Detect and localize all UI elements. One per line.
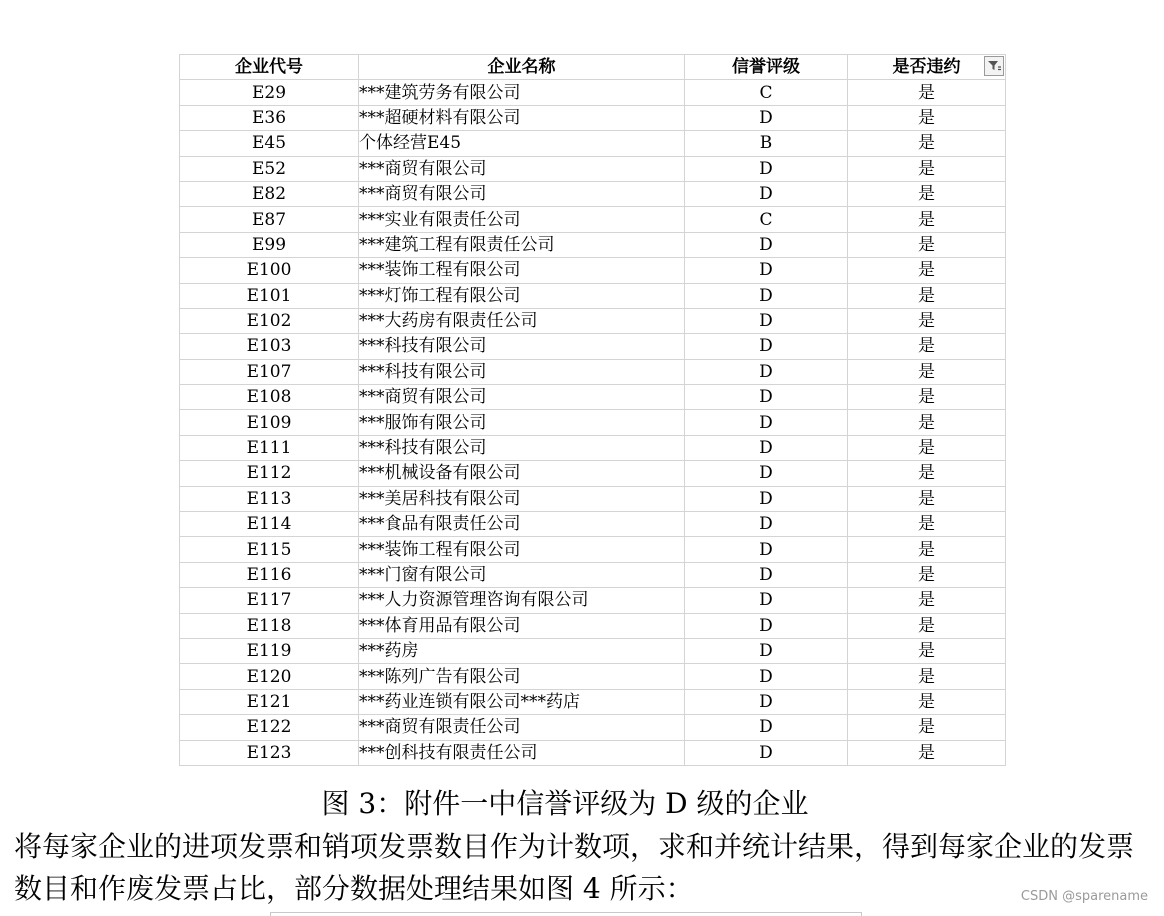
- cell-default[interactable]: 是: [848, 308, 1006, 333]
- table-row: [180, 80, 1006, 105]
- cell-code[interactable]: E123: [180, 740, 359, 765]
- cell-rating[interactable]: D: [685, 461, 848, 486]
- cell-code[interactable]: E116: [180, 562, 359, 587]
- cell-default[interactable]: 是: [848, 207, 1006, 232]
- header-rating: 信誉评级: [685, 55, 848, 80]
- cell-name[interactable]: ***药房: [359, 638, 685, 663]
- cell-default[interactable]: 是: [848, 80, 1006, 105]
- cell-name[interactable]: ***实业有限责任公司: [359, 207, 685, 232]
- cell-code[interactable]: E102: [180, 308, 359, 333]
- cell-default[interactable]: 是: [848, 461, 1006, 486]
- cell-default[interactable]: 是: [848, 486, 1006, 511]
- cell-rating[interactable]: D: [685, 283, 848, 308]
- cell-name[interactable]: ***门窗有限公司: [359, 562, 685, 587]
- cell-name[interactable]: ***商贸有限责任公司: [359, 715, 685, 740]
- cell-default[interactable]: 是: [848, 334, 1006, 359]
- cell-name[interactable]: ***药业连锁有限公司***药店: [359, 689, 685, 714]
- cell-code[interactable]: E120: [180, 664, 359, 689]
- cell-default[interactable]: 是: [848, 156, 1006, 181]
- table-row: [180, 461, 1006, 486]
- cell-code[interactable]: E121: [180, 689, 359, 714]
- table-row: [180, 588, 1006, 613]
- table-row: [180, 613, 1006, 638]
- cell-default[interactable]: 是: [848, 131, 1006, 156]
- cell-rating[interactable]: C: [685, 207, 848, 232]
- cell-rating[interactable]: D: [685, 486, 848, 511]
- cell-name[interactable]: ***食品有限责任公司: [359, 512, 685, 537]
- cell-rating[interactable]: D: [685, 105, 848, 130]
- cell-name[interactable]: ***体育用品有限公司: [359, 613, 685, 638]
- cell-default[interactable]: 是: [848, 689, 1006, 714]
- cell-name[interactable]: ***科技有限公司: [359, 359, 685, 384]
- cell-default[interactable]: 是: [848, 232, 1006, 257]
- cell-name[interactable]: ***科技有限公司: [359, 435, 685, 460]
- header-name: 企业名称: [359, 55, 685, 80]
- header-default: [848, 55, 1006, 80]
- cell-name[interactable]: ***超硬材料有限公司: [359, 105, 685, 130]
- cell-name[interactable]: ***大药房有限责任公司: [359, 308, 685, 333]
- cell-rating[interactable]: D: [685, 613, 848, 638]
- cell-default[interactable]: 是: [848, 512, 1006, 537]
- table-row: [180, 486, 1006, 511]
- cell-rating[interactable]: C: [685, 80, 848, 105]
- cell-default[interactable]: 是: [848, 181, 1006, 206]
- table-row: [180, 334, 1006, 359]
- cell-default[interactable]: 是: [848, 359, 1006, 384]
- cell-rating[interactable]: D: [685, 740, 848, 765]
- cell-name[interactable]: ***灯饰工程有限公司: [359, 283, 685, 308]
- cell-code[interactable]: E111: [180, 435, 359, 460]
- table-row: [180, 283, 1006, 308]
- table-row: [180, 131, 1006, 156]
- cell-rating[interactable]: D: [685, 258, 848, 283]
- table-row: [180, 664, 1006, 689]
- cell-rating[interactable]: D: [685, 359, 848, 384]
- cell-rating[interactable]: D: [685, 181, 848, 206]
- cell-rating[interactable]: B: [685, 131, 848, 156]
- cell-default[interactable]: 是: [848, 562, 1006, 587]
- cell-code[interactable]: E109: [180, 410, 359, 435]
- next-figure-edge: [270, 912, 862, 916]
- cell-rating[interactable]: D: [685, 385, 848, 410]
- cell-code[interactable]: E29: [180, 80, 359, 105]
- cell-name[interactable]: ***服饰有限公司: [359, 410, 685, 435]
- cell-default[interactable]: 是: [848, 105, 1006, 130]
- header-default-label: 是否违约: [892, 57, 961, 78]
- cell-name[interactable]: ***装饰工程有限公司: [359, 258, 685, 283]
- cell-name[interactable]: ***商贸有限公司: [359, 156, 685, 181]
- table-row: [180, 232, 1006, 257]
- cell-rating[interactable]: D: [685, 156, 848, 181]
- cell-code[interactable]: E119: [180, 638, 359, 663]
- cell-code[interactable]: E112: [180, 461, 359, 486]
- cell-default[interactable]: 是: [848, 410, 1006, 435]
- cell-code[interactable]: E122: [180, 715, 359, 740]
- table-row: [180, 258, 1006, 283]
- cell-rating[interactable]: D: [685, 512, 848, 537]
- table-row: [180, 638, 1006, 663]
- header-code: 企业代号: [180, 55, 359, 80]
- cell-name[interactable]: ***商贸有限公司: [359, 181, 685, 206]
- table-row: [180, 689, 1006, 714]
- cell-code[interactable]: E101: [180, 283, 359, 308]
- cell-code[interactable]: E52: [180, 156, 359, 181]
- table-body: [180, 80, 1006, 766]
- cell-default[interactable]: 是: [848, 740, 1006, 765]
- cell-default[interactable]: 是: [848, 715, 1006, 740]
- cell-name[interactable]: ***装饰工程有限公司: [359, 537, 685, 562]
- cell-code[interactable]: E107: [180, 359, 359, 384]
- cell-rating[interactable]: D: [685, 638, 848, 663]
- cell-name[interactable]: ***建筑劳务有限公司: [359, 80, 685, 105]
- cell-default[interactable]: 是: [848, 588, 1006, 613]
- cell-rating[interactable]: D: [685, 664, 848, 689]
- header-row: [180, 55, 1006, 80]
- cell-default[interactable]: 是: [848, 537, 1006, 562]
- table-row: [180, 715, 1006, 740]
- cell-name[interactable]: ***人力资源管理咨询有限公司: [359, 588, 685, 613]
- table-row: [180, 435, 1006, 460]
- table-row: [180, 537, 1006, 562]
- cell-default[interactable]: 是: [848, 385, 1006, 410]
- cell-rating[interactable]: D: [685, 334, 848, 359]
- filter-icon[interactable]: [984, 56, 1004, 76]
- cell-name[interactable]: 个体经营E45: [359, 131, 685, 156]
- cell-name[interactable]: ***机械设备有限公司: [359, 461, 685, 486]
- cell-code[interactable]: E117: [180, 588, 359, 613]
- cell-rating[interactable]: D: [685, 588, 848, 613]
- cell-rating[interactable]: D: [685, 308, 848, 333]
- cell-code[interactable]: E115: [180, 537, 359, 562]
- cell-name[interactable]: ***科技有限公司: [359, 334, 685, 359]
- cell-rating[interactable]: D: [685, 435, 848, 460]
- cell-code[interactable]: E99: [180, 232, 359, 257]
- cell-code[interactable]: E113: [180, 486, 359, 511]
- cell-code[interactable]: E118: [180, 613, 359, 638]
- table-row: [180, 156, 1006, 181]
- cell-name[interactable]: ***建筑工程有限责任公司: [359, 232, 685, 257]
- cell-code[interactable]: E100: [180, 258, 359, 283]
- cell-name[interactable]: ***陈列广告有限公司: [359, 664, 685, 689]
- body-paragraph: 将每家企业的进项发票和销项发票数目作为计数项，求和并统计结果，得到每家企业的发票数目和作废发票占比，部分数据处理结果如图 4 所示：: [14, 830, 1135, 905]
- watermark: CSDN @sparename: [1020, 889, 1148, 904]
- table-row: [180, 359, 1006, 384]
- cell-rating[interactable]: D: [685, 562, 848, 587]
- table-row: [180, 512, 1006, 537]
- data-table-container: [179, 54, 1006, 766]
- cell-default[interactable]: 是: [848, 638, 1006, 663]
- table-row: [180, 410, 1006, 435]
- cell-default[interactable]: 是: [848, 664, 1006, 689]
- cell-code[interactable]: E103: [180, 334, 359, 359]
- cell-default[interactable]: 是: [848, 435, 1006, 460]
- cell-code[interactable]: E36: [180, 105, 359, 130]
- cell-rating[interactable]: D: [685, 715, 848, 740]
- table-row: [180, 207, 1006, 232]
- cell-rating[interactable]: D: [685, 232, 848, 257]
- cell-code[interactable]: E45: [180, 131, 359, 156]
- cell-rating[interactable]: D: [685, 410, 848, 435]
- cell-default[interactable]: 是: [848, 613, 1006, 638]
- table-row: [180, 308, 1006, 333]
- table-row: [180, 562, 1006, 587]
- cell-rating[interactable]: D: [685, 537, 848, 562]
- cell-default[interactable]: 是: [848, 258, 1006, 283]
- cell-name[interactable]: ***商贸有限公司: [359, 385, 685, 410]
- cell-name[interactable]: ***创科技有限责任公司: [359, 740, 685, 765]
- cell-code[interactable]: E108: [180, 385, 359, 410]
- cell-name[interactable]: ***美居科技有限公司: [359, 486, 685, 511]
- cell-default[interactable]: 是: [848, 283, 1006, 308]
- cell-code[interactable]: E87: [180, 207, 359, 232]
- table-row: [180, 105, 1006, 130]
- cell-code[interactable]: E114: [180, 512, 359, 537]
- table-row: [180, 740, 1006, 765]
- table-row: [180, 385, 1006, 410]
- table-row: [180, 181, 1006, 206]
- figure-caption: 图 3：附件一中信誉评级为 D 级的企业: [321, 787, 809, 820]
- enterprise-table: [179, 54, 1006, 766]
- cell-rating[interactable]: D: [685, 689, 848, 714]
- cell-code[interactable]: E82: [180, 181, 359, 206]
